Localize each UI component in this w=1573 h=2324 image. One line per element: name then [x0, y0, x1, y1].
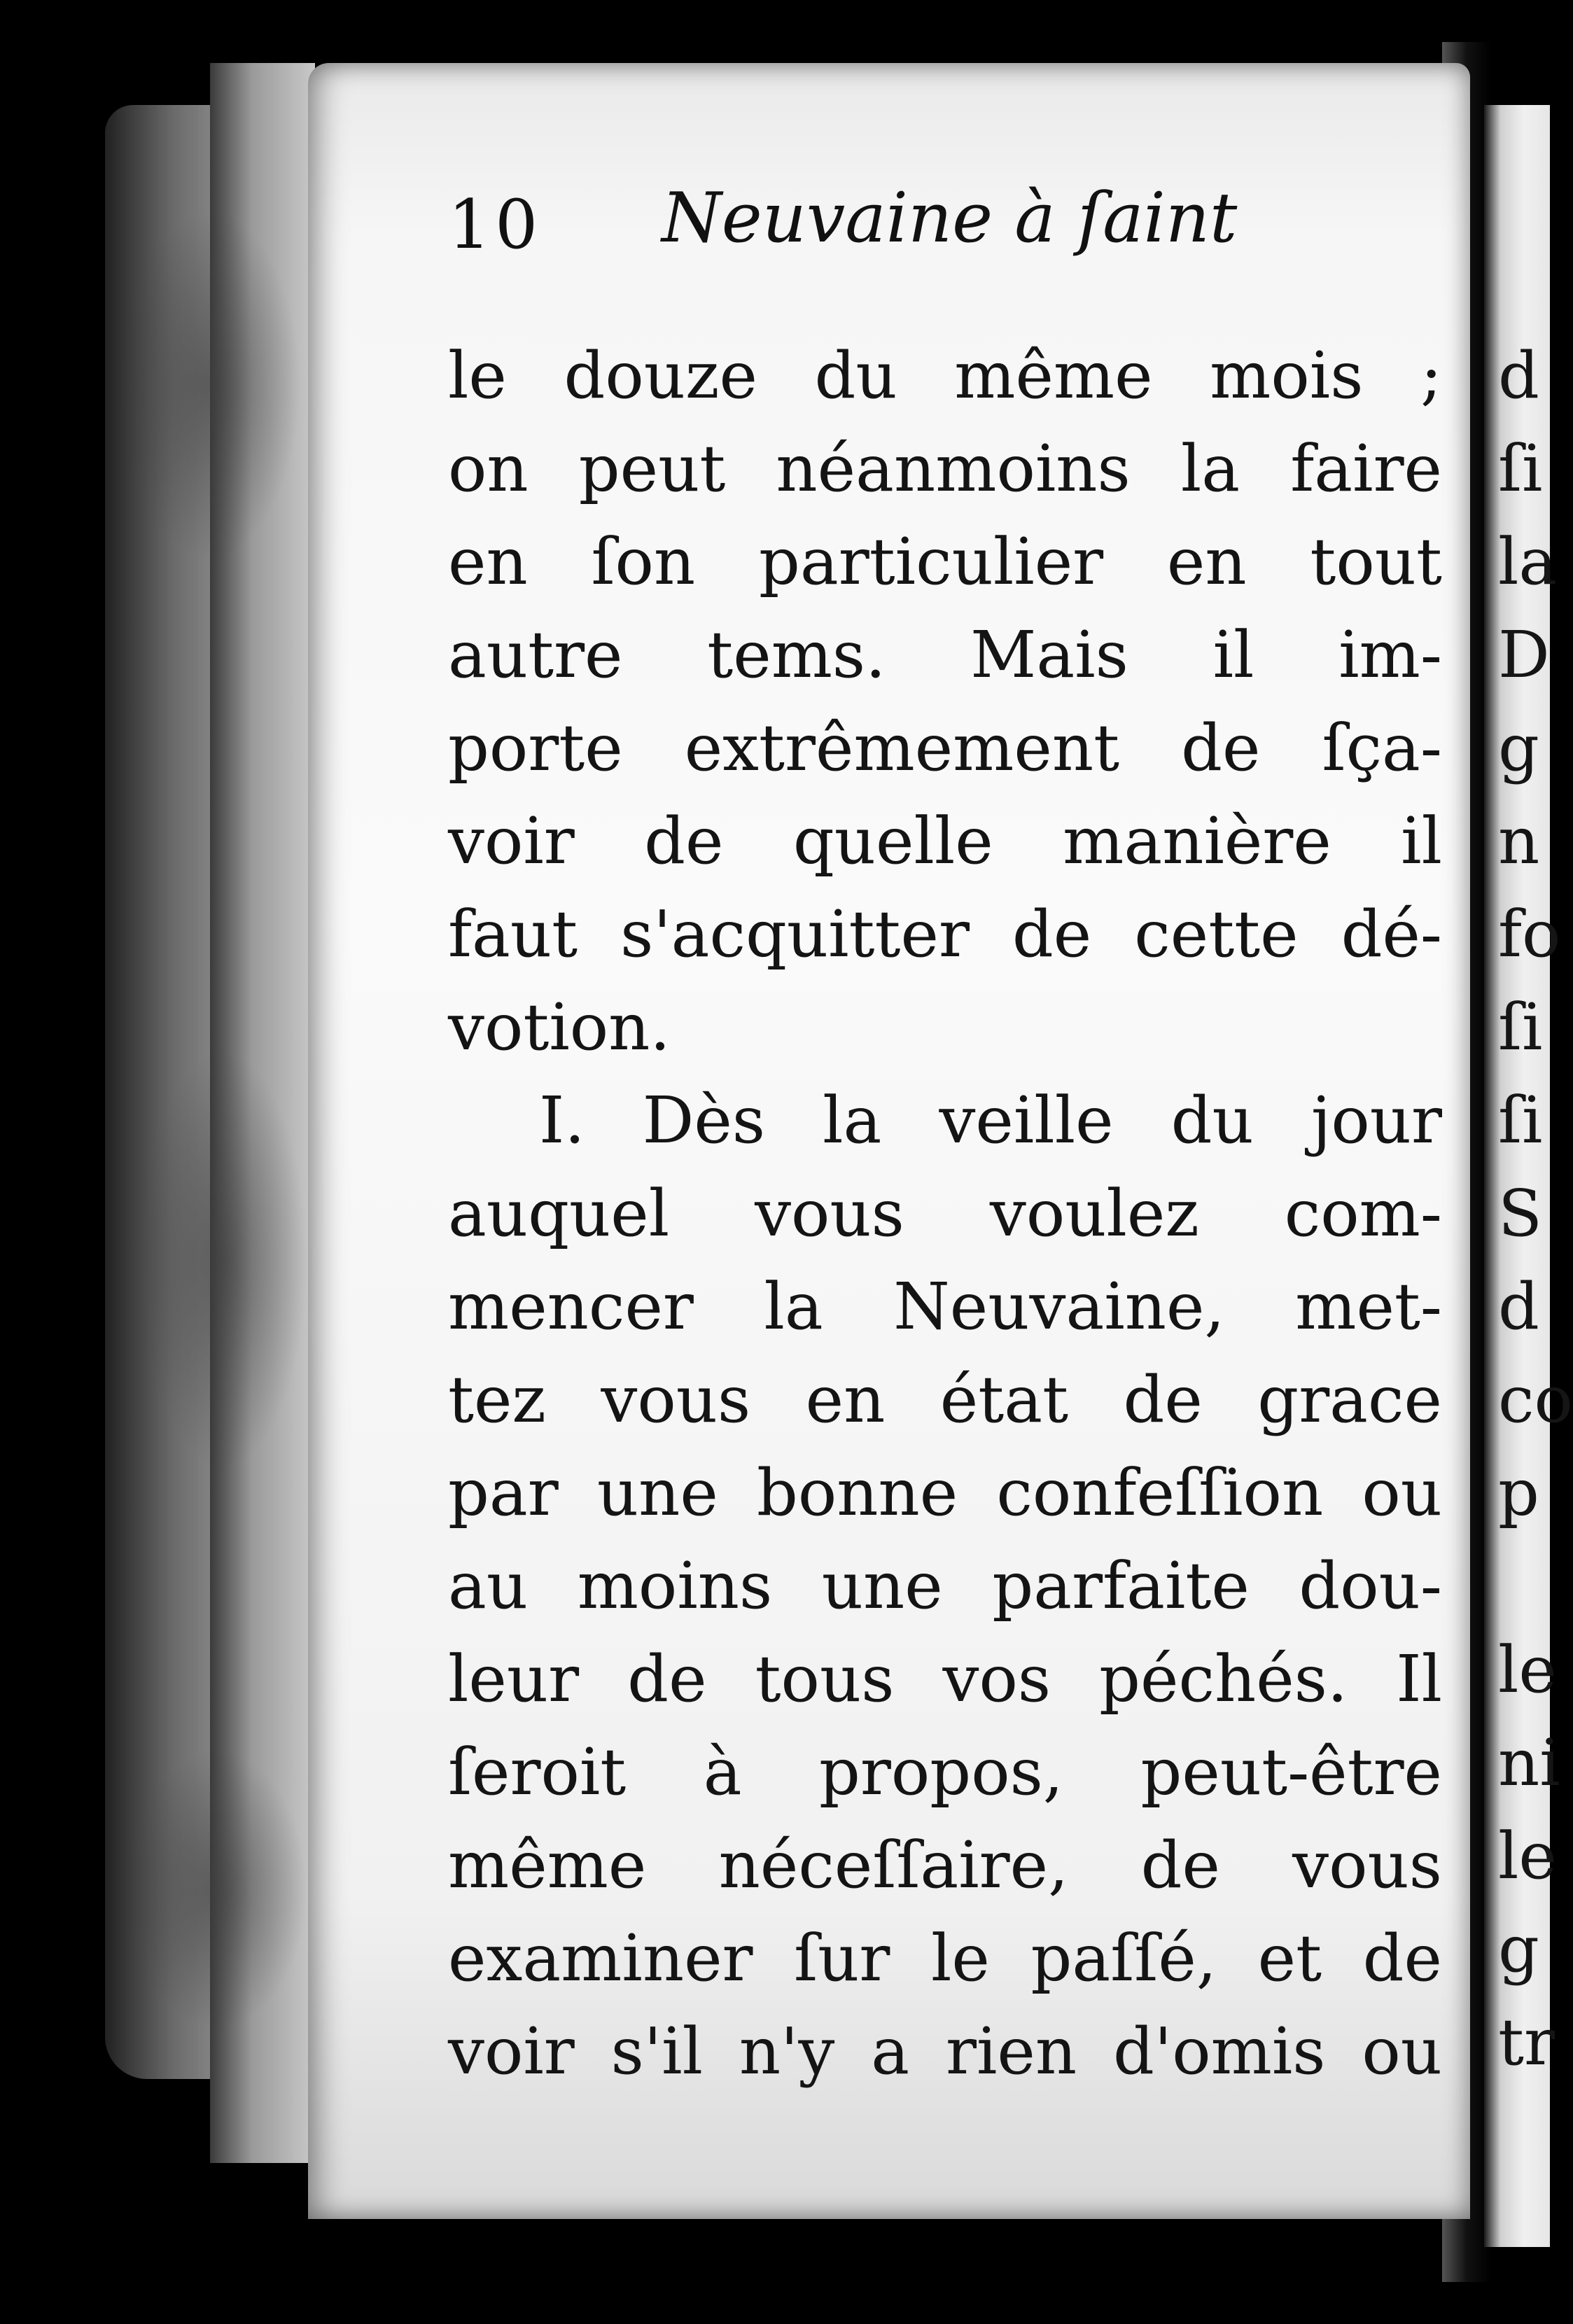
- text-line: par une bonne confeſſion ou: [448, 1455, 1442, 1530]
- facing-fragment: n: [1498, 804, 1540, 878]
- facing-fragment: ſi: [1498, 1083, 1543, 1158]
- facing-fragment: g: [1498, 1912, 1539, 1987]
- running-head: Neuvaine à ſaint: [662, 178, 1238, 258]
- text-line: leur de tous vos péchés. Il: [448, 1642, 1442, 1716]
- facing-fragment: co: [1498, 1362, 1573, 1437]
- text-line: même néceſſaire, de vous: [448, 1828, 1442, 1903]
- facing-fragment: D: [1498, 617, 1550, 692]
- facing-fragment: le: [1498, 1632, 1557, 1707]
- facing-fragment: p: [1498, 1455, 1539, 1530]
- text-line: en ſon particulier en tout: [448, 524, 1442, 599]
- facing-page-text: [1498, 329, 1573, 2089]
- text-line: voir s'il n'y a rien d'omis ou: [448, 2014, 1442, 2089]
- facing-fragment: le: [1498, 1819, 1557, 1893]
- facing-fragment: ſi: [1498, 990, 1543, 1065]
- text-line: le douze du même mois ;: [448, 338, 1442, 413]
- text-line: voir de quelle manière il: [448, 804, 1442, 878]
- facing-fragment: d: [1498, 338, 1539, 413]
- facing-fragment: ni: [1498, 1726, 1560, 1800]
- facing-fragment: ſi: [1498, 431, 1543, 506]
- facing-fragment: tr: [1498, 2005, 1555, 2080]
- facing-fragment: la: [1498, 524, 1558, 599]
- stain: [119, 210, 301, 560]
- body-text: [448, 329, 1442, 2098]
- facing-fragment: S: [1498, 1176, 1543, 1251]
- facing-gap: [1498, 1539, 1550, 1623]
- page-header: [448, 178, 1253, 276]
- text-line: mencer la Neuvaine, met-: [448, 1269, 1442, 1344]
- text-line: faut s'acquitter de cette dé-: [448, 897, 1442, 972]
- facing-fragment: d: [1498, 1269, 1539, 1344]
- stain: [140, 1050, 308, 1470]
- text-line: porte extrêmement de ſça-: [448, 710, 1442, 785]
- text-line: au moins une parfaite dou-: [448, 1548, 1442, 1623]
- page-number: 10: [448, 186, 543, 264]
- text-line: votion.: [448, 990, 671, 1065]
- stain: [126, 1750, 308, 2030]
- text-line: examiner ſur le paſſé, et de: [448, 1921, 1442, 1996]
- text-line: autre tems. Mais il im-: [448, 617, 1442, 692]
- text-line: on peut néanmoins la faire: [448, 431, 1442, 506]
- facing-fragment: fo: [1498, 897, 1561, 972]
- text-line: auquel vous voulez com-: [448, 1176, 1442, 1251]
- text-line: ſeroit à propos, peut-être: [448, 1735, 1442, 1809]
- text-line: I. Dès la veille du jour: [539, 1083, 1442, 1158]
- facing-fragment: g: [1498, 710, 1539, 785]
- text-line: tez vous en état de grace: [448, 1362, 1442, 1437]
